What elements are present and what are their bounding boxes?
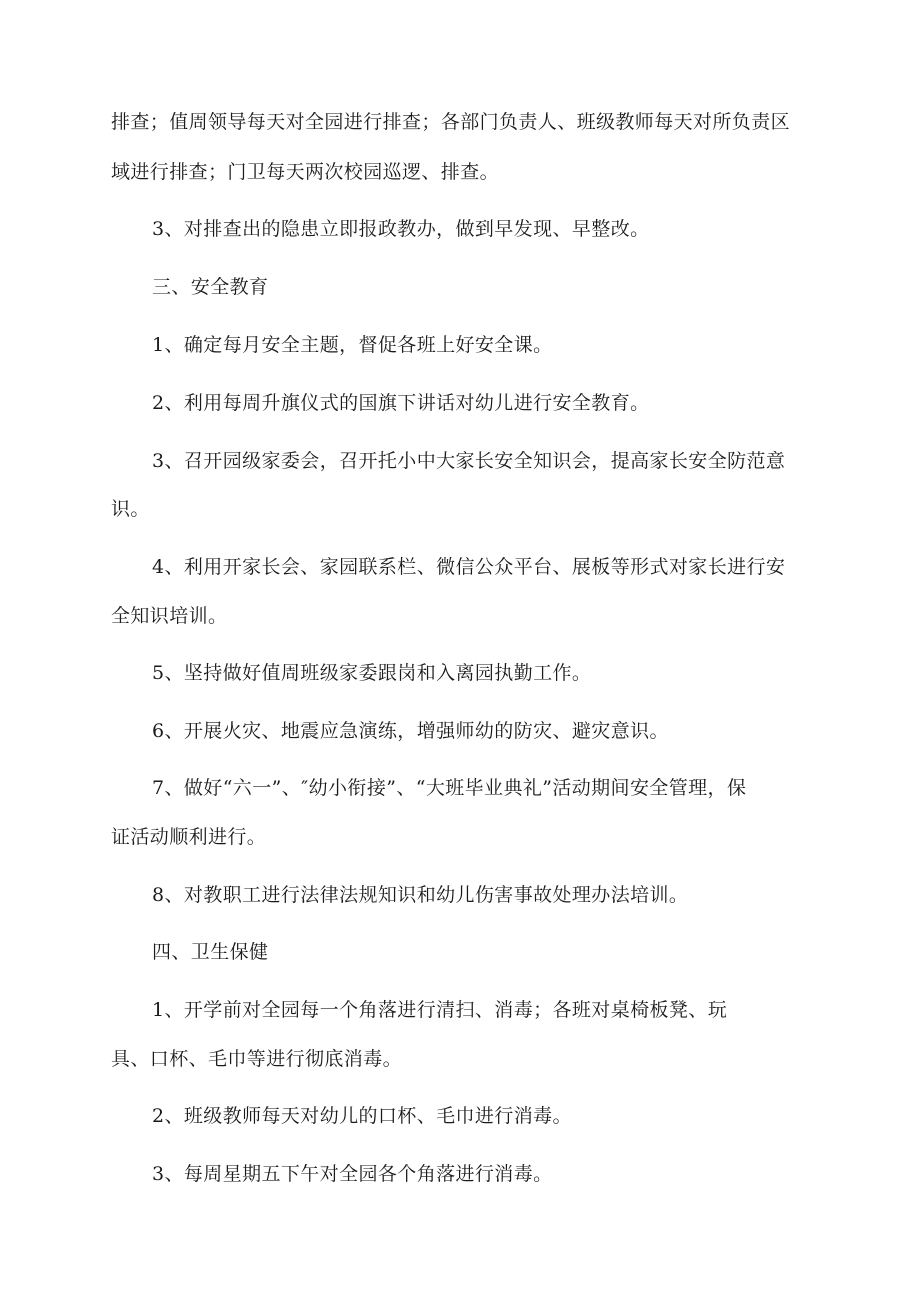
text-line: 全知识培训。 bbox=[111, 605, 228, 627]
text-line: 1、开学前对全园每一个角落进行清扫、消毒；各班对桌椅板凳、玩 bbox=[152, 999, 728, 1021]
text-line: 识。 bbox=[111, 498, 150, 520]
text-line: 3、召开园级家委会，召开托小中大家长安全知识会，提高家长安全防范意 bbox=[152, 450, 786, 472]
text-line: 7、做好“六一”、″幼小衔接”、“大班毕业典礼”活动期间安全管理，保 bbox=[152, 777, 747, 799]
text-line: 具、口杯、毛巾等进行彻底消毒。 bbox=[111, 1048, 403, 1070]
section-heading: 四、卫生保健 bbox=[152, 941, 269, 963]
text-line: 证活动顺利进行。 bbox=[111, 826, 267, 848]
text-line: 3、对排查出的隐患立即报政教办，做到早发现、早整改。 bbox=[152, 218, 650, 240]
text-line: 1、确定每月安全主题，督促各班上好安全课。 bbox=[152, 334, 553, 356]
text-line: 3、每周星期五下午对全园各个角落进行消毒。 bbox=[152, 1163, 553, 1185]
text-line: 8、对教职工进行法律法规知识和幼儿伤害事故处理办法培训。 bbox=[152, 884, 689, 906]
text-line: 4、利用开家长会、家园联系栏、微信公众平台、展板等形式对家长进行安 bbox=[152, 556, 786, 578]
text-line: 5、坚持做好值周班级家委跟岗和入离园执勤工作。 bbox=[152, 662, 592, 684]
text-line: 6、开展火灾、地震应急演练，增强师幼的防灾、避灾意识。 bbox=[152, 720, 669, 742]
text-line: 排查；值周领导每天对全园进行排查；各部门负责人、班级教师每天对所负责区 bbox=[111, 111, 791, 133]
text-line: 2、班级教师每天对幼儿的口杯、毛巾进行消毒。 bbox=[152, 1105, 572, 1127]
text-line: 2、利用每周升旗仪式的国旗下讲话对幼儿进行安全教育。 bbox=[152, 392, 650, 414]
text-line: 域进行排查；门卫每天两次校园巡逻、排查。 bbox=[111, 161, 500, 183]
section-heading: 三、安全教育 bbox=[152, 276, 269, 298]
